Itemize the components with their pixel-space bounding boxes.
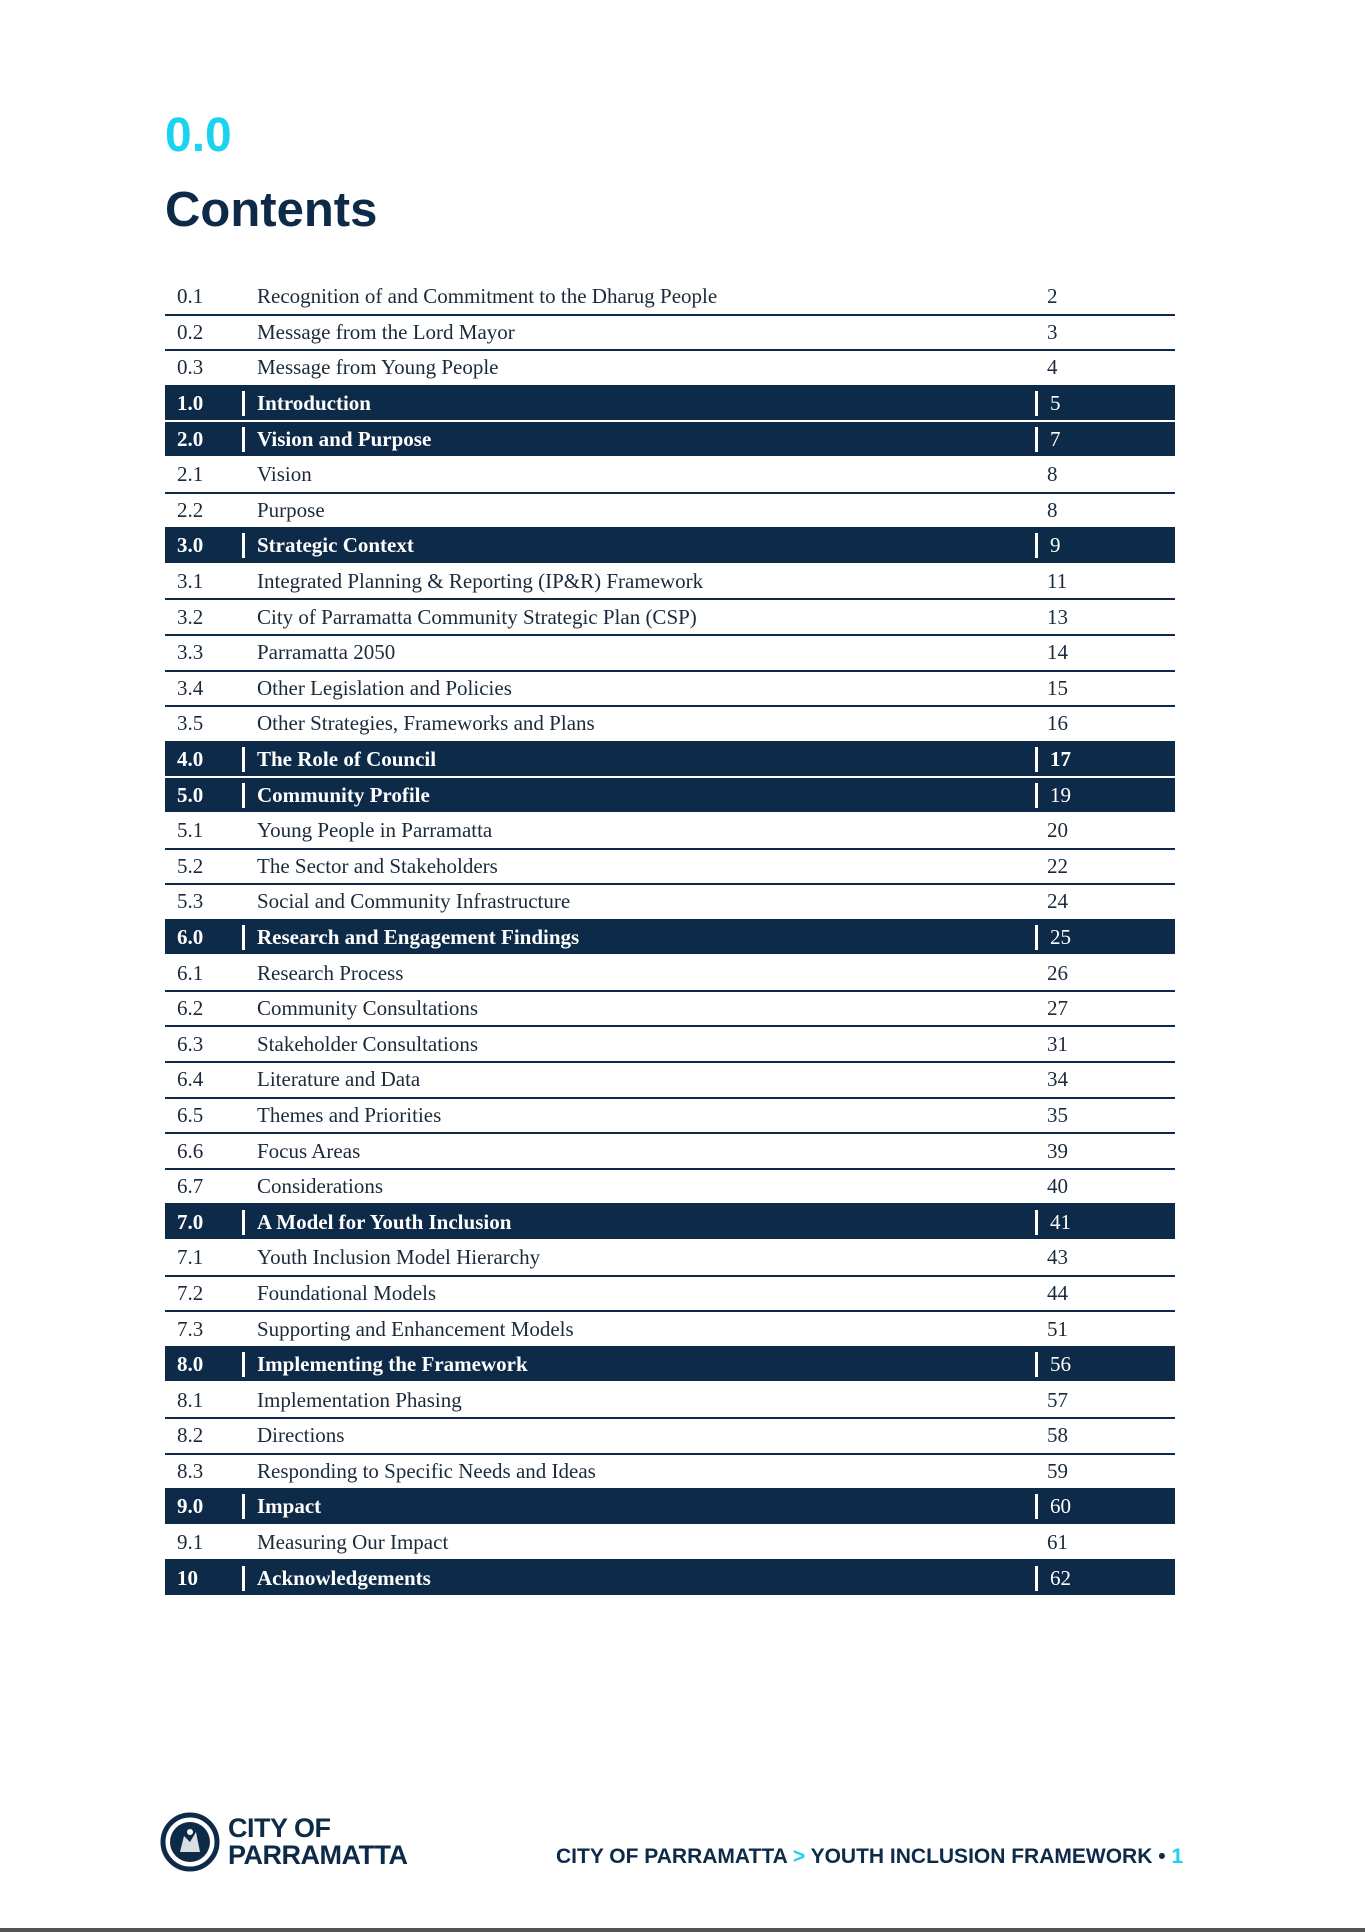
toc-title: Acknowledgements xyxy=(257,1565,431,1590)
toc-section-row[interactable] xyxy=(165,1348,1175,1384)
toc-page: 16 xyxy=(1047,711,1068,736)
toc-number: 6.5 xyxy=(177,1102,204,1127)
toc-number: 5.0 xyxy=(165,783,245,808)
toc-page: 43 xyxy=(1047,1245,1068,1270)
toc-page: 44 xyxy=(1047,1280,1068,1305)
toc-row[interactable] xyxy=(165,351,1175,387)
toc-number: 7.1 xyxy=(177,1245,204,1270)
toc-title: Directions xyxy=(257,1423,345,1448)
toc-page: 14 xyxy=(1047,640,1068,665)
toc-title: Literature and Data xyxy=(257,1067,421,1092)
toc-title: Youth Inclusion Model Hierarchy xyxy=(257,1245,541,1270)
toc-title: Parramatta 2050 xyxy=(257,640,396,665)
toc-number: 7.2 xyxy=(177,1280,204,1305)
page-title: Contents xyxy=(165,183,378,237)
toc-number: 3.1 xyxy=(177,569,204,594)
toc-number: 5.1 xyxy=(177,818,204,843)
toc-number: 7.3 xyxy=(177,1316,204,1341)
toc-section-row[interactable] xyxy=(165,422,1175,458)
toc-title: Integrated Planning & Reporting (IP&R) Framework xyxy=(257,569,704,594)
toc-title: Other Strategies, Frameworks and Plans xyxy=(257,711,595,736)
toc-page: 58 xyxy=(1047,1423,1068,1448)
toc-title: Implementation Phasing xyxy=(257,1387,462,1412)
toc-section-row[interactable] xyxy=(165,1205,1175,1241)
toc-page: 31 xyxy=(1047,1031,1068,1056)
toc-title: Vision xyxy=(257,462,312,487)
toc-section-row[interactable] xyxy=(165,778,1175,814)
toc-page: 27 xyxy=(1047,996,1068,1021)
toc-row[interactable] xyxy=(165,1063,1175,1099)
toc-page: 57 xyxy=(1047,1387,1068,1412)
toc-number: 6.6 xyxy=(177,1138,204,1163)
toc-row[interactable] xyxy=(165,600,1175,636)
toc-title: Community Profile xyxy=(257,782,430,807)
toc-section-row[interactable] xyxy=(165,743,1175,779)
toc-page: 3 xyxy=(1047,319,1058,344)
toc-title: Focus Areas xyxy=(257,1138,361,1163)
toc-title: Introduction xyxy=(257,391,371,416)
toc-number: 5.3 xyxy=(177,889,204,914)
toc-row[interactable] xyxy=(165,814,1175,850)
toc-row[interactable] xyxy=(165,1027,1175,1063)
toc-row[interactable] xyxy=(165,1277,1175,1313)
toc-page: 2 xyxy=(1047,284,1058,309)
footer-org: CITY OF PARRAMATTA xyxy=(556,1845,787,1868)
toc-title: The Sector and Stakeholders xyxy=(257,853,498,878)
toc-number: 6.0 xyxy=(165,925,245,950)
toc-title: Research and Engagement Findings xyxy=(257,924,580,949)
toc-row[interactable] xyxy=(165,956,1175,992)
toc-page: 17 xyxy=(1035,747,1175,772)
toc-number: 8.0 xyxy=(165,1352,245,1377)
footer-breadcrumb xyxy=(556,1845,1183,1869)
toc-number: 7.0 xyxy=(165,1210,245,1235)
toc-row[interactable] xyxy=(165,636,1175,672)
toc-title: Themes and Priorities xyxy=(257,1102,442,1127)
toc-section-row[interactable] xyxy=(165,1490,1175,1526)
toc-title: The Role of Council xyxy=(257,747,437,772)
toc-page: 25 xyxy=(1035,925,1175,950)
toc-title: Research Process xyxy=(257,960,404,985)
toc-page: 13 xyxy=(1047,604,1068,629)
toc-section-row[interactable] xyxy=(165,921,1175,957)
toc-page: 11 xyxy=(1047,569,1068,594)
toc-page: 9 xyxy=(1035,533,1175,558)
toc-number: 6.2 xyxy=(177,996,204,1021)
toc-page: 61 xyxy=(1047,1530,1068,1555)
toc-page: 56 xyxy=(1035,1352,1175,1377)
toc-page: 39 xyxy=(1047,1138,1068,1163)
toc-title: Stakeholder Consultations xyxy=(257,1031,479,1056)
city-logo xyxy=(160,1812,407,1872)
toc-title: Message from the Lord Mayor xyxy=(257,319,515,344)
toc-title: A Model for Youth Inclusion xyxy=(257,1209,512,1234)
toc-row[interactable] xyxy=(165,1383,1175,1419)
toc-section-row[interactable] xyxy=(165,387,1175,423)
bottom-border xyxy=(0,1928,1365,1932)
toc-page: 8 xyxy=(1047,462,1058,487)
toc-page: 62 xyxy=(1035,1566,1175,1591)
toc-page: 59 xyxy=(1047,1458,1068,1483)
toc-page: 5 xyxy=(1035,391,1175,416)
toc-row[interactable] xyxy=(165,885,1175,921)
table-of-contents xyxy=(165,280,1175,1597)
toc-number: 3.2 xyxy=(177,604,204,629)
toc-number: 6.3 xyxy=(177,1031,204,1056)
toc-page: 26 xyxy=(1047,960,1068,985)
toc-title: City of Parramatta Community Strategic Plan (CSP) xyxy=(257,604,697,629)
toc-page: 35 xyxy=(1047,1102,1068,1127)
toc-row[interactable] xyxy=(165,1099,1175,1135)
toc-number: 0.1 xyxy=(177,284,204,309)
toc-number: 8.2 xyxy=(177,1423,204,1448)
footer-document: YOUTH INCLUSION FRAMEWORK xyxy=(810,1845,1153,1868)
toc-page: 15 xyxy=(1047,675,1068,700)
toc-number: 4.0 xyxy=(165,747,245,772)
toc-number: 9.0 xyxy=(165,1494,245,1519)
toc-page: 20 xyxy=(1047,818,1068,843)
toc-page: 7 xyxy=(1035,427,1175,452)
toc-title: Purpose xyxy=(257,497,325,522)
toc-page: 22 xyxy=(1047,853,1068,878)
toc-number: 3.0 xyxy=(165,533,245,558)
toc-row[interactable] xyxy=(165,458,1175,494)
toc-row[interactable] xyxy=(165,672,1175,708)
toc-page: 24 xyxy=(1047,889,1068,914)
toc-row[interactable] xyxy=(165,316,1175,352)
toc-title: Responding to Specific Needs and Ideas xyxy=(257,1458,596,1483)
toc-section-row[interactable] xyxy=(165,1561,1175,1597)
toc-number: 8.1 xyxy=(177,1387,204,1412)
toc-page: 40 xyxy=(1047,1174,1068,1199)
toc-title: Other Legislation and Policies xyxy=(257,675,512,700)
toc-row[interactable] xyxy=(165,280,1175,316)
toc-number: 3.5 xyxy=(177,711,204,736)
toc-title: Young People in Parramatta xyxy=(257,818,493,843)
toc-row[interactable] xyxy=(165,1419,1175,1455)
toc-row[interactable] xyxy=(165,494,1175,530)
toc-row[interactable] xyxy=(165,1455,1175,1491)
toc-title: Implementing the Framework xyxy=(257,1352,528,1377)
toc-title: Strategic Context xyxy=(257,533,414,558)
toc-page: 60 xyxy=(1035,1494,1175,1519)
toc-row[interactable] xyxy=(165,1170,1175,1206)
toc-title: Community Consultations xyxy=(257,996,479,1021)
toc-title: Supporting and Enhancement Models xyxy=(257,1316,574,1341)
section-number: 0.0 xyxy=(165,109,232,162)
toc-row[interactable] xyxy=(165,1312,1175,1348)
toc-number: 2.0 xyxy=(165,427,245,452)
toc-title: Message from Young People xyxy=(257,355,499,380)
toc-number: 5.2 xyxy=(177,853,204,878)
toc-title: Considerations xyxy=(257,1174,383,1199)
logo-line-2: PARRAMATTA xyxy=(228,1840,408,1870)
toc-number: 3.4 xyxy=(177,675,204,700)
toc-title: Recognition of and Commitment to the Dharug People xyxy=(257,284,718,309)
page-number: 1 xyxy=(1171,1845,1184,1868)
toc-number: 3.3 xyxy=(177,640,204,665)
footer-bullet: • xyxy=(1158,1845,1166,1868)
toc-page: 41 xyxy=(1035,1210,1175,1235)
toc-row[interactable] xyxy=(165,1134,1175,1170)
toc-number: 6.7 xyxy=(177,1174,204,1199)
toc-page: 51 xyxy=(1047,1316,1068,1341)
toc-number: 6.1 xyxy=(177,960,204,985)
toc-section-row[interactable] xyxy=(165,529,1175,565)
toc-number: 0.3 xyxy=(177,355,204,380)
toc-number: 6.4 xyxy=(177,1067,204,1092)
toc-title: Measuring Our Impact xyxy=(257,1530,449,1555)
toc-row[interactable] xyxy=(165,565,1175,601)
toc-page: 8 xyxy=(1047,497,1058,522)
toc-row[interactable] xyxy=(165,707,1175,743)
toc-number: 1.0 xyxy=(165,391,245,416)
city-crest-icon xyxy=(160,1812,220,1872)
toc-title: Vision and Purpose xyxy=(257,426,432,451)
toc-row[interactable] xyxy=(165,850,1175,886)
toc-number: 2.1 xyxy=(177,462,204,487)
toc-title: Foundational Models xyxy=(257,1280,437,1305)
toc-row[interactable] xyxy=(165,992,1175,1028)
toc-title: Impact xyxy=(257,1494,322,1519)
toc-number: 8.3 xyxy=(177,1458,204,1483)
logo-line-1: CITY OF xyxy=(228,1813,331,1843)
toc-row[interactable] xyxy=(165,1526,1175,1562)
toc-number: 10 xyxy=(165,1566,245,1591)
toc-page: 34 xyxy=(1047,1067,1068,1092)
footer-separator: > xyxy=(792,1845,806,1868)
toc-number: 2.2 xyxy=(177,497,204,522)
toc-row[interactable] xyxy=(165,1241,1175,1277)
toc-number: 0.2 xyxy=(177,319,204,344)
toc-number: 9.1 xyxy=(177,1530,204,1555)
toc-title: Social and Community Infrastructure xyxy=(257,889,571,914)
toc-page: 4 xyxy=(1047,355,1058,380)
toc-page: 19 xyxy=(1035,783,1175,808)
